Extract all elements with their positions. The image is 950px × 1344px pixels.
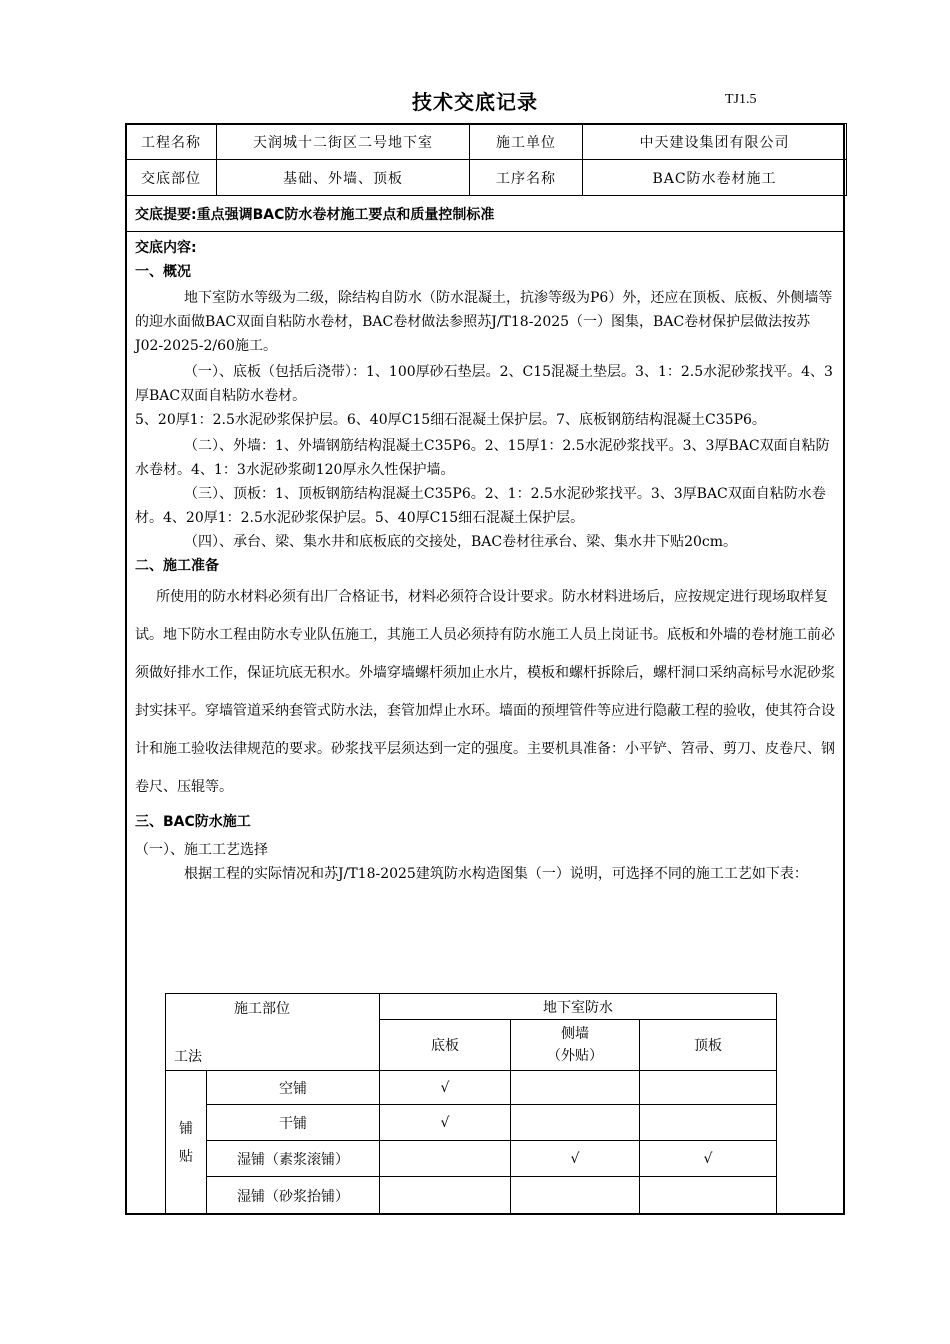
process-name-label: 工序名称 bbox=[470, 160, 583, 196]
roof-cell bbox=[640, 1105, 777, 1141]
roof-cell: √ bbox=[640, 1141, 777, 1177]
handover-part-value: 基础、外墙、顶板 bbox=[217, 160, 470, 196]
method-cell: 湿铺（砂浆抬铺） bbox=[207, 1177, 380, 1215]
col-floor: 底板 bbox=[380, 1020, 511, 1071]
wall-cell bbox=[511, 1071, 640, 1105]
method-cell: 湿铺（素浆滚铺） bbox=[207, 1141, 380, 1177]
roof-cell bbox=[640, 1071, 777, 1105]
handover-part-label: 交底部位 bbox=[126, 160, 217, 196]
project-name-label: 工程名称 bbox=[126, 124, 217, 160]
construction-unit-value: 中天建设集团有限公司 bbox=[583, 124, 847, 160]
row-group-cell bbox=[166, 1071, 207, 1215]
method-cell: 干铺 bbox=[207, 1105, 380, 1141]
section-1-title: 一、概况 bbox=[135, 264, 191, 280]
corner-bottom-label: 工法 bbox=[174, 1049, 202, 1065]
floor-cell: √ bbox=[380, 1071, 511, 1105]
floor-cell bbox=[380, 1177, 511, 1215]
construction-unit-label: 施工单位 bbox=[470, 124, 583, 160]
section-3-title: 三、BAC防水施工 bbox=[135, 814, 251, 830]
handover-content bbox=[135, 236, 837, 886]
corner-top-label: 施工部位 bbox=[234, 1001, 290, 1017]
section-2-paragraph: 所使用的防水材料必须有出厂合格证书，材料必须符合设计要求。防水材料进场后，应按规定进行现场取样复试。地下防水工程由防水专业队伍施工，其施工人员必须持有防水施工人员上岗证书。底板和外墙的卷材施工前必须做好排水工作，保证坑底无积水。外墙穿墙螺杆须加止水片，模板和螺杆拆除后，螺杆洞口采纳高标号水泥砂浆封实抹平。穿墙管道采纳套管式防水法，套管加焊止水环。墙面的预埋管件等应进行隐蔽工程的验收，使其符合设计和施工验收法律规范的要求。砂浆找平层须达到一定的强度。主要机具准备：小平铲、笤帚、剪刀、皮卷尺、钢卷尺、压辊等。 bbox=[135, 589, 835, 795]
col-wall-line-2: （外贴） bbox=[547, 1048, 603, 1065]
process-selection-table bbox=[165, 993, 777, 1215]
section-3-subtitle: （一）、施工工艺选择 bbox=[135, 842, 268, 858]
section-1-paragraph-4: （二）、外墙：1、外墙钢筋结构混凝土C35P6。2、15厚1：2.5水泥砂浆找平。3、3厚BAC双面自粘防水卷材。4、1：3水泥砂浆砌120厚永久性保护墙。 bbox=[135, 438, 830, 478]
section-1-paragraph-6: （四）、承台、梁、集水井和底板底的交接处，BAC卷材往承台、梁、集水井下贴20cm。 bbox=[184, 534, 738, 550]
wall-cell: √ bbox=[511, 1141, 640, 1177]
process-name-value: BAC防水卷材施工 bbox=[583, 160, 847, 196]
roof-cell bbox=[640, 1177, 777, 1215]
section-1-paragraph-1: 地下室防水等级为二级，除结构自防水（防水混凝土，抗渗等级为P6）外，还应在顶板、底板、外侧墙等的迎水面做BAC双面自粘防水卷材，BAC卷材做法参照苏J/T18-2025（一）图集，BAC卷材保护层做法按苏J02-2025-2/60施工。 bbox=[135, 290, 833, 354]
col-wall bbox=[511, 1020, 640, 1071]
handover-summary: 交底提要:重点强调BAC防水卷材施工要点和质量控制标准 bbox=[127, 198, 843, 232]
header-table bbox=[125, 123, 847, 196]
section-1-paragraph-2: （一）、底板（包括后浇带）：1、100厚砂石垫层。2、C15混凝土垫层。3、1：2.5水泥砂浆找平。4、3厚BAC双面自粘防水卷材。 bbox=[135, 364, 833, 404]
group-header: 地下室防水 bbox=[380, 994, 777, 1020]
col-roof: 顶板 bbox=[640, 1020, 777, 1071]
section-1-paragraph-5: （三）、顶板：1、顶板钢筋结构混凝土C35P6。2、1：2.5水泥砂浆找平。3、3厚BAC双面自粘防水卷材。4、20厚1：2.5水泥砂浆保护层。5、40厚C15细石混凝土保护层。 bbox=[135, 486, 826, 526]
wall-cell bbox=[511, 1177, 640, 1215]
floor-cell bbox=[380, 1141, 511, 1177]
floor-cell: √ bbox=[380, 1105, 511, 1141]
wall-cell bbox=[511, 1105, 640, 1141]
content-heading: 交底内容: bbox=[135, 240, 197, 256]
section-2-title: 二、施工准备 bbox=[135, 558, 219, 574]
document-title: 技术交底记录 bbox=[412, 90, 538, 114]
method-cell: 空铺 bbox=[207, 1071, 380, 1105]
row-group-label: 铺贴 bbox=[179, 1120, 193, 1165]
section-3-paragraph: 根据工程的实际情况和苏J/T18-2025建筑防水构造图集（一）说明，可选择不同的施工工艺如下表： bbox=[184, 866, 808, 882]
col-wall-line-1: 侧墙 bbox=[561, 1026, 589, 1043]
form-code: TJ1.5 bbox=[725, 92, 757, 107]
project-name-value: 天润城十二街区二号地下室 bbox=[217, 124, 470, 160]
section-1-paragraph-3: 5、20厚1：2.5水泥砂浆保护层。6、40厚C15细石混凝土保护层。7、底板钢筋结构混凝土C35P6。 bbox=[135, 412, 766, 428]
corner-cell bbox=[166, 994, 380, 1071]
